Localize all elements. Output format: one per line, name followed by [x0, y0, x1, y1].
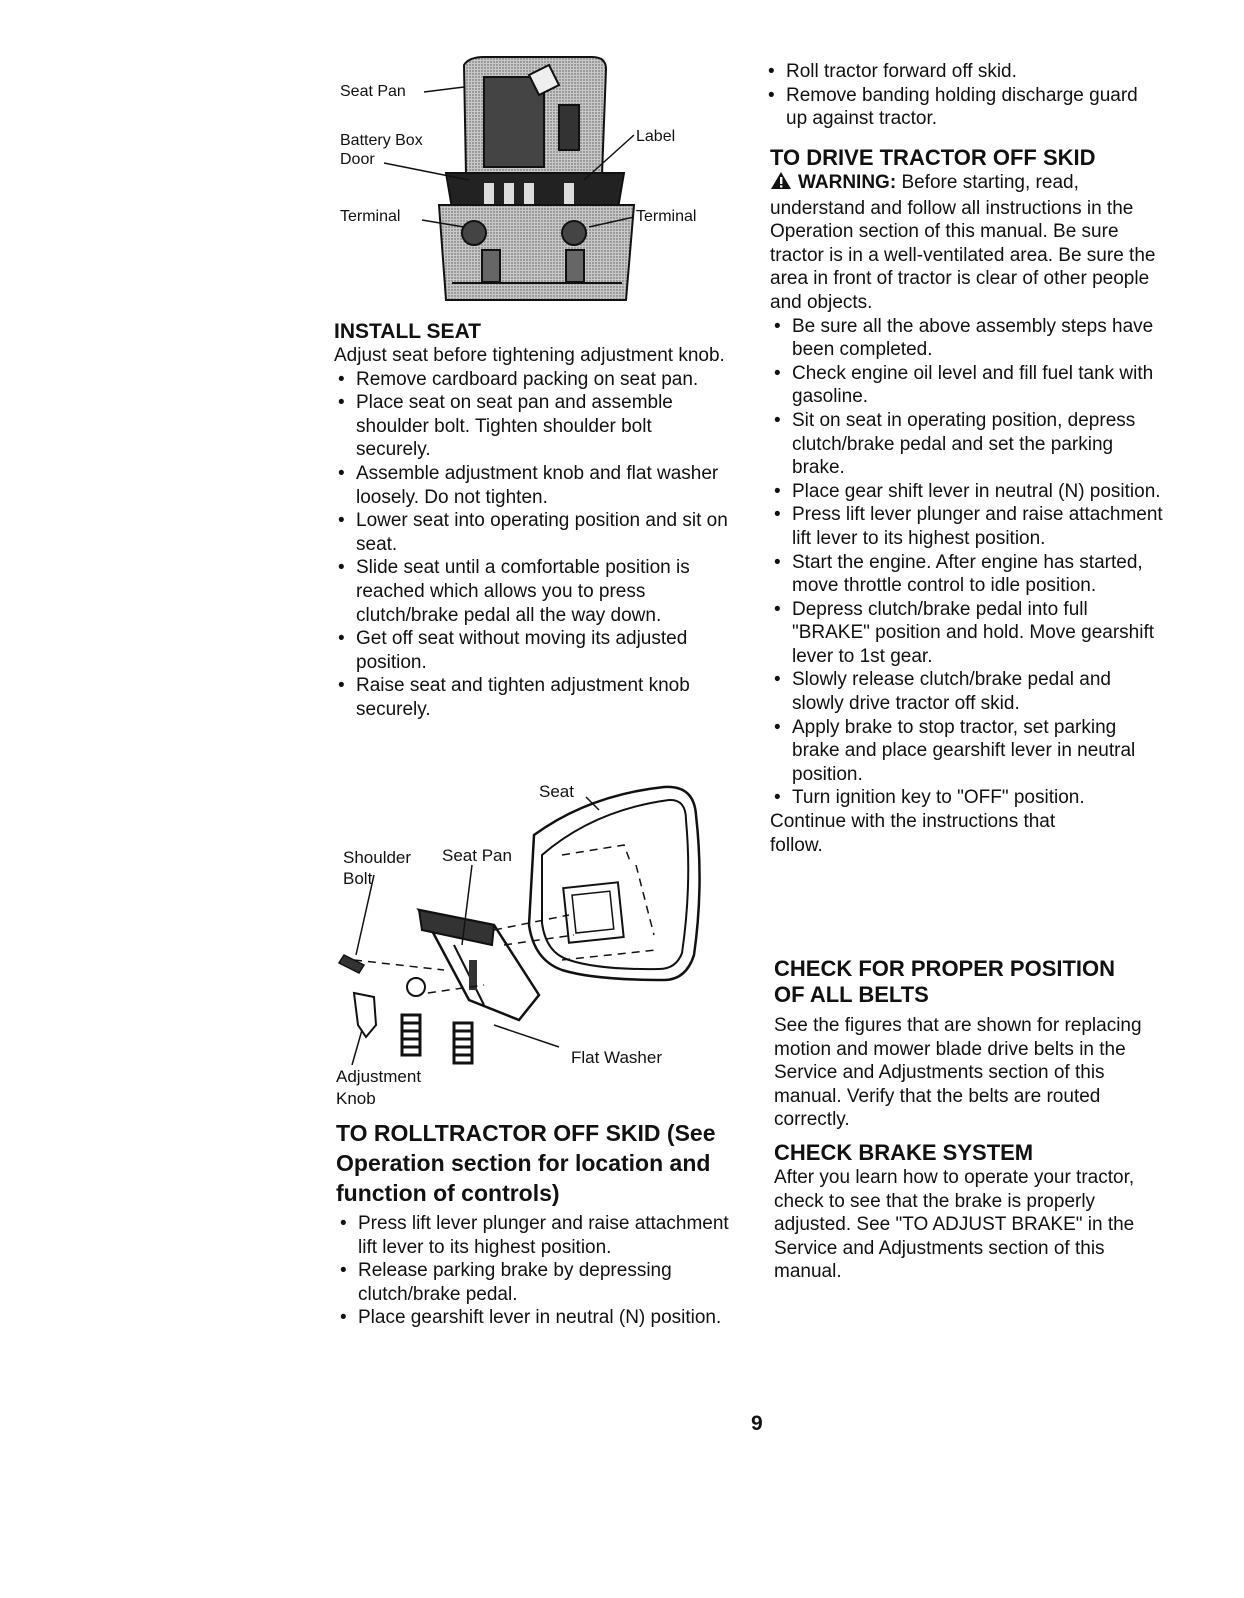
label-seat-pan: Seat Pan [340, 83, 406, 100]
label-knob: Knob [336, 1089, 376, 1108]
belts-section [774, 956, 1169, 1132]
list-item: • Lower seat into operating position and sit on seat. [334, 509, 729, 556]
seat-assembly-figure [334, 775, 734, 1115]
list-item: • Check engine oil level and fill fuel tank with gasoline. [770, 362, 1165, 409]
brake-heading: CHECK BRAKE SYSTEM [774, 1140, 1034, 1165]
list-item: • Depress clutch/brake pedal into full "BRAKE" position and hold. Move gearshift lever to 1st gear. [770, 598, 1165, 669]
label-terminal-left: Terminal [340, 208, 401, 225]
roll-off-continued-steps [764, 60, 1144, 131]
list-item: • Place seat on seat pan and assemble shoulder bolt. Tighten shoulder bolt securely. [334, 391, 729, 462]
list-item: • Get off seat without moving its adjusted position. [334, 627, 729, 674]
label-battery-box: Battery Box [340, 132, 423, 149]
drive-off-section [770, 145, 1165, 857]
list-item: • Slowly release clutch/brake pedal and slowly drive tractor off skid. [770, 668, 1165, 715]
label-bolt: Bolt [343, 869, 373, 888]
list-item: • Sit on seat in operating position, depress clutch/brake pedal and set the parking brake. [770, 409, 1165, 480]
label-flat-washer: Flat Washer [571, 1048, 663, 1067]
list-item: • Remove banding holding discharge guard up against tractor. [764, 84, 1144, 131]
install-seat-section [334, 320, 729, 722]
list-item: • Place gearshift lever in neutral (N) position. [336, 1306, 734, 1330]
label-seat-pan-2: Seat Pan [442, 846, 512, 865]
list-item: • Start the engine. After engine has started, move throttle control to idle position. [770, 551, 1165, 598]
warning-triangle-icon [770, 171, 792, 197]
list-item: • Slide seat until a comfortable position is reached which allows you to press clutch/brake pedal all the way down. [334, 556, 729, 627]
label-label: Label [636, 128, 676, 145]
label-shoulder: Shoulder [343, 848, 412, 867]
list-item: • Place gear shift lever in neutral (N) position. [770, 480, 1165, 504]
belts-heading: CHECK FOR PROPER POSITION OF ALL BELTS [774, 956, 1116, 1007]
belts-text: See the figures that are shown for replacing motion and mower blade drive belts in the Service and Adjustments section of this manual. Verify that the belts are routed correctly. [774, 1015, 1142, 1131]
label-seat: Seat [539, 782, 574, 801]
label-adjustment: Adjustment [336, 1067, 422, 1086]
warning-label: WARNING: [798, 172, 897, 193]
label-door: Door [340, 151, 375, 168]
list-item: • Roll tractor forward off skid. [764, 60, 1144, 84]
list-item: • Press lift lever plunger and raise attachment lift lever to its highest position. [336, 1212, 734, 1259]
roll-off-section [336, 1118, 736, 1330]
label-terminal-right: Terminal [636, 208, 697, 225]
seat-assembly-illustration [334, 775, 734, 1115]
drive-off-steps [770, 315, 1165, 810]
list-item: • Press lift lever plunger and raise attachment lift lever to its highest position. [770, 503, 1165, 550]
install-seat-intro: Adjust seat before tightening adjustment knob. [334, 345, 725, 366]
list-item: • Raise seat and tighten adjustment knob securely. [334, 674, 729, 721]
battery-box-figure [334, 55, 734, 305]
list-item: • Assemble adjustment knob and flat washer loosely. Do not tighten. [334, 462, 729, 509]
list-item: • Be sure all the above assembly steps have been completed. [770, 315, 1165, 362]
brake-section [774, 1140, 1169, 1284]
drive-off-closing: Continue with the instructions that follow. [770, 811, 1056, 856]
install-seat-steps [334, 368, 729, 722]
warning-text: Before starting, read, understand and follow all instructions in the Operation section of this manual. Be sure tractor is in a well-ventilated area. Be sure the area in front of tractor is clear of other people and objects. [770, 172, 1156, 313]
list-item: • Turn ignition key to "OFF" position. [770, 786, 1165, 810]
install-seat-heading: INSTALL SEAT [334, 320, 481, 343]
page-number: 9 [751, 1412, 763, 1435]
list-item: • Apply brake to stop tractor, set parking brake and place gearshift lever in neutral position. [770, 716, 1165, 787]
roll-off-heading: TO ROLLTRACTOR OFF SKID (See Operation section for location and function of controls) [336, 1120, 716, 1206]
warning-paragraph [770, 171, 1165, 315]
roll-off-steps [336, 1212, 734, 1330]
roll-off-continued [764, 60, 1144, 131]
list-item: • Remove cardboard packing on seat pan. [334, 368, 729, 392]
drive-off-heading: TO DRIVE TRACTOR OFF SKID [770, 145, 1096, 170]
brake-text: After you learn how to operate your tractor, check to see that the brake is properly adjusted. See "TO ADJUST BRAKE" in the Service and Adjustments section of this manual. [774, 1167, 1135, 1283]
list-item: • Release parking brake by depressing clutch/brake pedal. [336, 1259, 734, 1306]
